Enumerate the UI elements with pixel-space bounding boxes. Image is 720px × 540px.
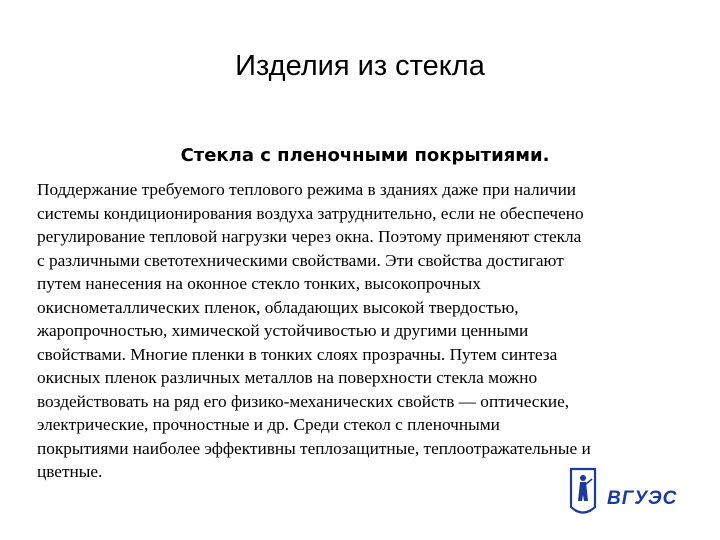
university-emblem-icon xyxy=(568,467,598,519)
slide-subtitle: Стекла с пленочными покрытиями. xyxy=(180,145,550,166)
body-paragraph: Поддержание требуемого теплового режима в зданиях даже при наличии системы кондиционирования воздуха затруднительно, если не обеспечено регулирование тепловой нагрузки через окна. Поэтому применяют стекла с различными светотехническими свойствами. Эти свойства достигают путем нанесения на оконное стекло тонких, высокопрочных окиснометаллических пленок, обладающих высокой твердостью, жаропрочностью, химической устойчивостью и другими ценными свойствами. Многие пленки в тонких слоях прозрачны. Путем синтеза окисных пленок различных металлов на поверхности стекла можно воздействовать на ряд его физико-механических свойств — оптические, электрические, прочностные и др. Среди стекол с пленочными покрытиями наиболее эффективны теплозащитные, теплоотражательные и цветные. xyxy=(37,180,591,481)
slide-title: Изделия из стекла xyxy=(235,50,485,82)
logo-text: ВГУЭС xyxy=(607,488,678,509)
university-logo xyxy=(563,463,683,523)
